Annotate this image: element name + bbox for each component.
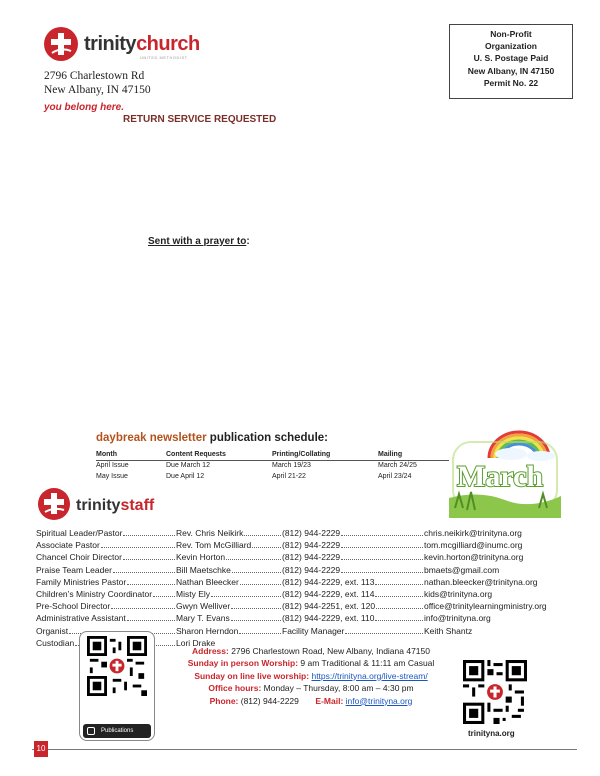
staff-cell: [176, 527, 282, 539]
schedule-cell: May Issue: [96, 473, 128, 480]
staff-word-red: staff: [120, 497, 155, 514]
staff-cell: [176, 576, 282, 588]
footer-address-line: [166, 645, 456, 657]
footer-rule: [32, 749, 577, 750]
staff-phone: (812) 944-2229, ext. 110: [282, 613, 375, 624]
staff-cell: [36, 551, 176, 563]
leader-dots: [341, 535, 423, 536]
staff-role: Pre-School Director: [36, 601, 111, 612]
staff-wordmark: [76, 497, 154, 515]
qr-code-icon: [463, 660, 527, 724]
staff-logo-icon: [38, 488, 70, 520]
schedule-cell: April 21-22: [272, 473, 306, 480]
livestream-link[interactable]: https://trinityna.org/live-stream/: [311, 670, 428, 681]
schedule-header-rule: [96, 460, 449, 461]
church-logo-wordmark: [84, 33, 200, 56]
leader-dots: [231, 608, 281, 609]
staff-row: [36, 539, 576, 551]
leader-dots: [111, 608, 175, 609]
staff-name: Bill Maetschke: [176, 564, 231, 575]
staff-cell: [282, 612, 424, 624]
page-number: 10: [34, 741, 48, 757]
footer-phone-label: Phone:: [209, 695, 239, 706]
staff-cell: [176, 612, 282, 624]
staff-cell: [36, 576, 176, 588]
staff-cell: [36, 600, 176, 612]
footer-phone-email-line: [166, 695, 456, 707]
staff-cell: [424, 527, 584, 539]
footer-address-value: 2796 Charlestown Road, New Albany, Indiana 47150: [228, 646, 430, 656]
leader-dots: [375, 584, 423, 585]
leader-dots: [123, 535, 175, 536]
schedule-col-header: Printing/Collating: [272, 451, 331, 458]
staff-cell: [424, 612, 584, 624]
staff-phone: (812) 944-2229, ext. 114: [282, 588, 375, 599]
leader-dots: [341, 547, 423, 548]
staff-cell: [424, 576, 584, 588]
staff-name: Kevin Horton: [176, 552, 226, 563]
tagline: you belong here.: [44, 102, 125, 113]
leader-dots: [101, 547, 175, 548]
staff-phone: (812) 944-2229, ext. 113: [282, 576, 375, 587]
staff-role: Associate Pastor: [36, 540, 100, 551]
staff-phone: (812) 944-2251, ext. 120: [282, 601, 376, 612]
return-service-notice: RETURN SERVICE REQUESTED: [123, 114, 277, 125]
qr-code-icon: [87, 636, 147, 696]
schedule-cell: Due April 12: [166, 473, 205, 480]
schedule-cell: March 19/23: [272, 462, 311, 469]
staff-role: Chancel Choir Director: [36, 552, 122, 563]
leader-dots: [226, 559, 281, 560]
staff-cell: [424, 539, 584, 551]
staff-name: Lori Drake: [176, 637, 216, 648]
staff-phone: (812) 944-2229: [282, 564, 341, 575]
staff-name: Misty Ely: [176, 588, 210, 599]
footer-in-person-line: [166, 657, 456, 669]
staff-name: Rev. Tom McGilliard: [176, 540, 252, 551]
footer-address-label: Address:: [192, 646, 229, 656]
staff-email: Keith Shantz: [424, 625, 473, 636]
staff-cell: [36, 564, 176, 576]
staff-cell: [424, 588, 584, 600]
leader-dots: [375, 596, 423, 597]
staff-cell: [282, 539, 424, 551]
footer-hours-line: [166, 682, 456, 694]
staff-name: Nathan Bleecker: [176, 576, 239, 587]
staff-email[interactable]: info@trinityna.org: [424, 613, 491, 624]
leader-dots: [123, 559, 175, 560]
leader-dots: [113, 572, 175, 573]
staff-word-dark: trinity: [76, 497, 121, 514]
staff-row: [36, 600, 576, 612]
staff-phone: (812) 944-2229: [282, 528, 341, 538]
postage-line: Non-Profit: [490, 29, 532, 39]
staff-role: Spiritual Leader/Pastor: [36, 528, 123, 538]
leader-dots: [376, 608, 423, 609]
footer-hours-label: Office hours:: [208, 683, 262, 694]
staff-role: Children’s Ministry Coordinator: [36, 588, 153, 599]
leader-dots: [211, 596, 281, 597]
leader-dots: [153, 596, 175, 597]
postage-line: Permit No. 22: [483, 77, 539, 88]
staff-cell: [36, 612, 176, 624]
staff-role: Administrative Assistant: [36, 613, 126, 624]
staff-email[interactable]: nathan.bleecker@trinityna.org: [424, 576, 538, 587]
staff-cell: [36, 588, 176, 600]
staff-role: Praise Team Leader: [36, 564, 112, 575]
staff-row: [36, 564, 576, 576]
staff-row: [36, 527, 576, 539]
leader-dots: [240, 584, 281, 585]
staff-cell: [424, 564, 584, 576]
leader-dots: [252, 547, 281, 548]
sent-label: Sent with a prayer to: [148, 236, 247, 247]
schedule-cell: March 24/25: [378, 462, 417, 469]
postage-line: New Albany, IN 47150: [467, 65, 555, 76]
church-logo-icon: [44, 27, 78, 61]
schedule-col-header: Content Requests: [166, 451, 226, 458]
staff-cell: [176, 564, 282, 576]
schedule-cell: April Issue: [96, 462, 129, 469]
leader-dots: [231, 620, 281, 621]
email-link[interactable]: info@trinityna.org: [345, 695, 413, 706]
staff-name: Rev. Chris Neikirk: [176, 528, 244, 538]
staff-phone: Facility Manager: [282, 625, 345, 636]
staff-cell: [282, 551, 424, 563]
return-address-line2: New Albany, IN 47150: [44, 84, 151, 96]
postage-line: U. S. Postage Paid: [473, 53, 549, 64]
schedule-cell: April 23/24: [378, 473, 412, 480]
staff-email[interactable]: chris.neikirk@trinityna.org: [424, 528, 522, 538]
schedule-col-header: Month: [96, 451, 117, 458]
staff-row: [36, 612, 576, 624]
march-graphic-text: March: [457, 460, 544, 493]
leader-dots: [345, 633, 423, 634]
footer-online-label: Sunday on line live worship:: [194, 670, 310, 681]
footer-online-line: [166, 670, 456, 682]
staff-role: Custodian: [36, 637, 75, 648]
staff-cell: [424, 551, 584, 563]
staff-name: Sharon Herndon: [176, 625, 239, 636]
leader-dots: [232, 572, 281, 573]
footer-in-person-label: Sunday in person Worship:: [187, 658, 299, 669]
staff-cell: [282, 576, 424, 588]
return-address-line1: 2796 Charlestown Rd: [44, 70, 145, 82]
staff-cell: [282, 527, 424, 539]
logo-word-dark: trinity: [84, 33, 137, 55]
publications-icon: [87, 727, 95, 735]
schedule-col-header: Mailing: [378, 451, 403, 458]
staff-name: Gwyn Welliver: [176, 601, 231, 612]
logo-word-red: church: [136, 33, 200, 55]
staff-cell: [176, 625, 282, 637]
staff-email[interactable]: bmaets@gmail.com: [424, 564, 500, 575]
staff-cell: [176, 588, 282, 600]
footer-email-label: E-Mail:: [315, 695, 344, 706]
staff-cell: [282, 564, 424, 576]
staff-cell: [424, 600, 584, 612]
staff-phone: (812) 944-2229: [282, 540, 341, 551]
staff-name: Mary T. Evans: [176, 613, 230, 624]
publications-button[interactable]: [83, 724, 151, 738]
footer-hours-value: Monday – Thursday, 8:00 am – 4:30 pm: [261, 683, 414, 694]
staff-row: [36, 551, 576, 563]
footer-phone-value: (812) 944-2229: [238, 695, 299, 706]
schedule-title: [96, 432, 328, 444]
publications-label: Publications: [101, 728, 134, 734]
website-label: trinityna.org: [468, 729, 515, 738]
leader-dots: [239, 633, 281, 634]
staff-email[interactable]: kids@trinityna.org: [424, 588, 493, 599]
staff-cell: [176, 551, 282, 563]
staff-row: [36, 588, 576, 600]
schedule-title-rest: publication schedule:: [206, 432, 328, 444]
staff-cell: [282, 588, 424, 600]
staff-email[interactable]: tom.mcgilliard@inumc.org: [424, 540, 523, 551]
leader-dots: [127, 584, 175, 585]
staff-row: [36, 576, 576, 588]
schedule-cell: Due March 12: [166, 462, 210, 469]
qr-code-website[interactable]: [463, 660, 527, 726]
postage-line: Organization: [485, 41, 537, 52]
footer-in-person-value: 9 am Traditional & 11:11 am Casual: [298, 658, 435, 669]
staff-cell: [36, 539, 176, 551]
postage-indicia: [449, 24, 573, 99]
footer-contact-info: [166, 645, 456, 707]
march-graphic: [449, 428, 561, 518]
sent-with-prayer: [148, 236, 250, 247]
staff-cell: [424, 625, 584, 637]
leader-dots: [127, 620, 175, 621]
logo-tagline: UNITED METHODIST: [140, 55, 188, 60]
staff-cell: [176, 539, 282, 551]
staff-cell: [282, 600, 424, 612]
leader-dots: [375, 620, 423, 621]
leader-dots: [244, 535, 281, 536]
staff-cell: [36, 527, 176, 539]
leader-dots: [341, 572, 423, 573]
staff-email[interactable]: office@trinitylearningministry.org: [424, 601, 547, 612]
staff-role: Family Ministries Pastor: [36, 576, 127, 587]
staff-role: Organist: [36, 625, 69, 636]
staff-cell: [282, 625, 424, 637]
staff-cell: [176, 600, 282, 612]
leader-dots: [341, 559, 423, 560]
staff-email[interactable]: kevin.horton@trinityna.org: [424, 552, 524, 563]
staff-phone: (812) 944-2229: [282, 552, 341, 563]
schedule-title-brand: daybreak newsletter: [96, 432, 207, 444]
sent-colon: :: [246, 236, 250, 247]
